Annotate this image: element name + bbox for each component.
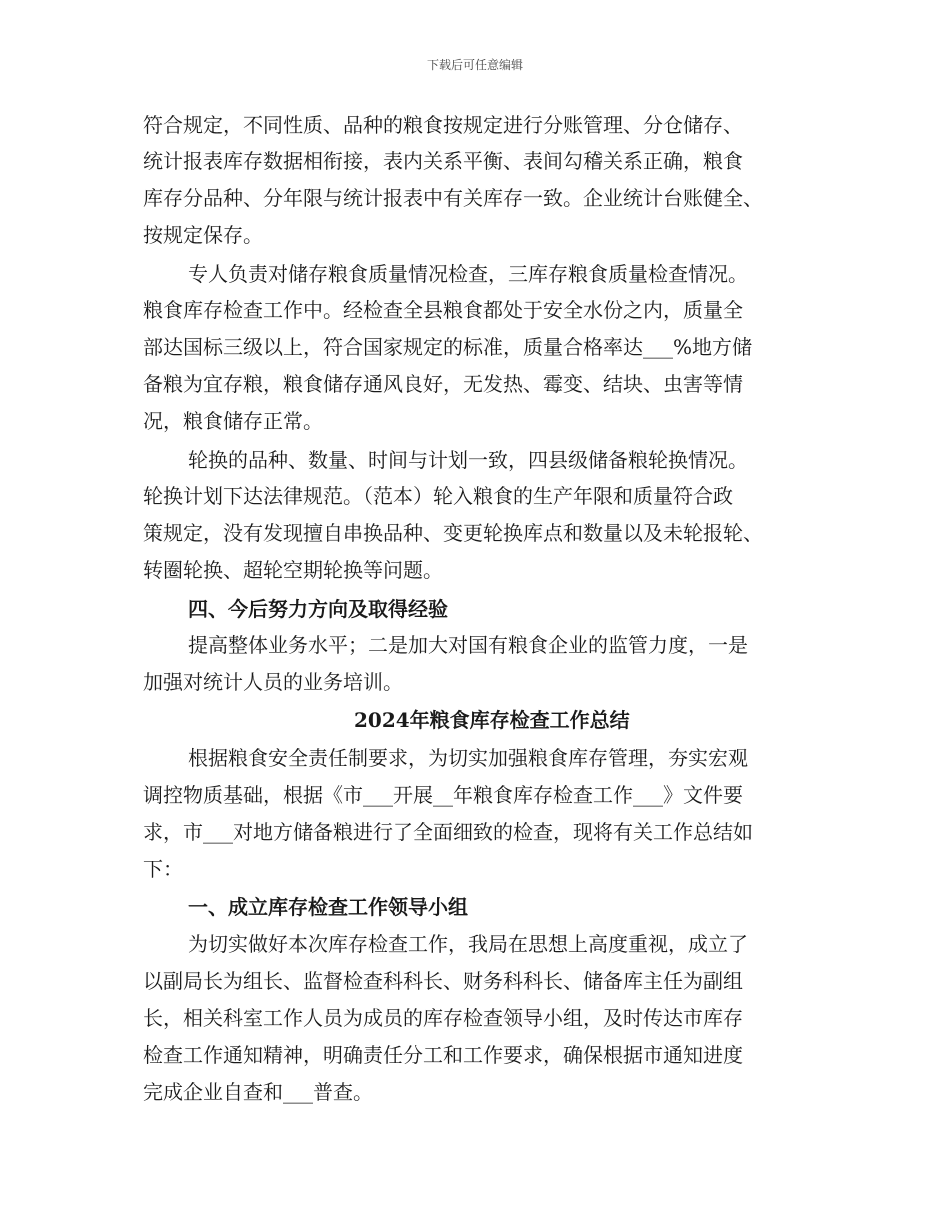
paragraph-line: 检查工作通知精神，明确责任分工和工作要求，确保根据市通知进度 [143,1043,743,1067]
paragraph-line: 专人负责对储存粮食质量情况检查，三库存粮食质量检查情况。 [188,262,748,286]
paragraph-line: 提高整体业务水平；二是加大对国有粮食企业的监管力度，一是 [188,633,748,657]
paragraph-line: 求，市___对地方储备粮进行了全面细致的检查，现将有关工作总结如 [143,820,753,844]
paragraph-line: 部达国标三级以上，符合国家规定的标准，质量合格率达___%地方储 [143,335,753,359]
page-header: 下载后可任意编辑 [426,58,523,72]
section-heading: 一、成立库存检查工作领导小组 [188,895,468,919]
paragraph-line: 完成企业自查和___普查。 [143,1080,373,1104]
paragraph-line: 轮换计划下达法律规范。（范本）轮入粮食的生产年限和质量符合政 [143,484,733,508]
paragraph-line: 备粮为宜存粮，粮食储存通风良好，无发热、霉变、结块、虫害等情 [143,372,743,396]
paragraph-line: 长，相关科室工作人员为成员的库存检查领导小组，及时传达市库存 [143,1006,743,1030]
paragraph-line: 策规定，没有发现擅自串换品种、变更轮换库点和数量以及未轮报轮、 [143,521,763,545]
paragraph-line: 转圈轮换、超轮空期轮换等问题。 [143,558,443,582]
paragraph-line: 粮食库存检查工作中。经检查全县粮食都处于安全水份之内，质量全 [143,298,743,322]
paragraph-line: 轮换的品种、数量、时间与计划一致，四县级储备粮轮换情况。 [188,448,748,472]
paragraph-line: 调控物质基础，根据《市___开展__年粮食库存检查工作___》文件要 [143,783,743,807]
section-heading: 四、今后努力方向及取得经验 [188,597,448,621]
paragraph-line: 为切实做好本次库存检查工作，我局在思想上高度重视，成立了 [188,932,748,956]
document-title: 2024年粮食库存检查工作总结 [354,708,630,732]
paragraph-line: 根据粮食安全责任制要求，为切实加强粮食库存管理，夯实宏观 [188,746,748,770]
paragraph-line: 下： [143,857,183,881]
paragraph-line: 加强对统计人员的业务培训。 [143,670,403,694]
paragraph-line: 以副局长为组长、监督检查科科长、财务科科长、储备库主任为副组 [143,969,743,993]
paragraph-line: 况，粮食储存正常。 [143,409,323,433]
paragraph-line: 按规定保存。 [143,223,263,247]
paragraph-line: 符合规定，不同性质、品种的粮食按规定进行分账管理、分仓储存、 [143,113,743,137]
paragraph-line: 库存分品种、分年限与统计报表中有关库存一致。企业统计台账健全、 [143,186,763,210]
paragraph-line: 统计报表库存数据相衔接，表内关系平衡、表间勾稽关系正确，粮食 [143,149,743,173]
